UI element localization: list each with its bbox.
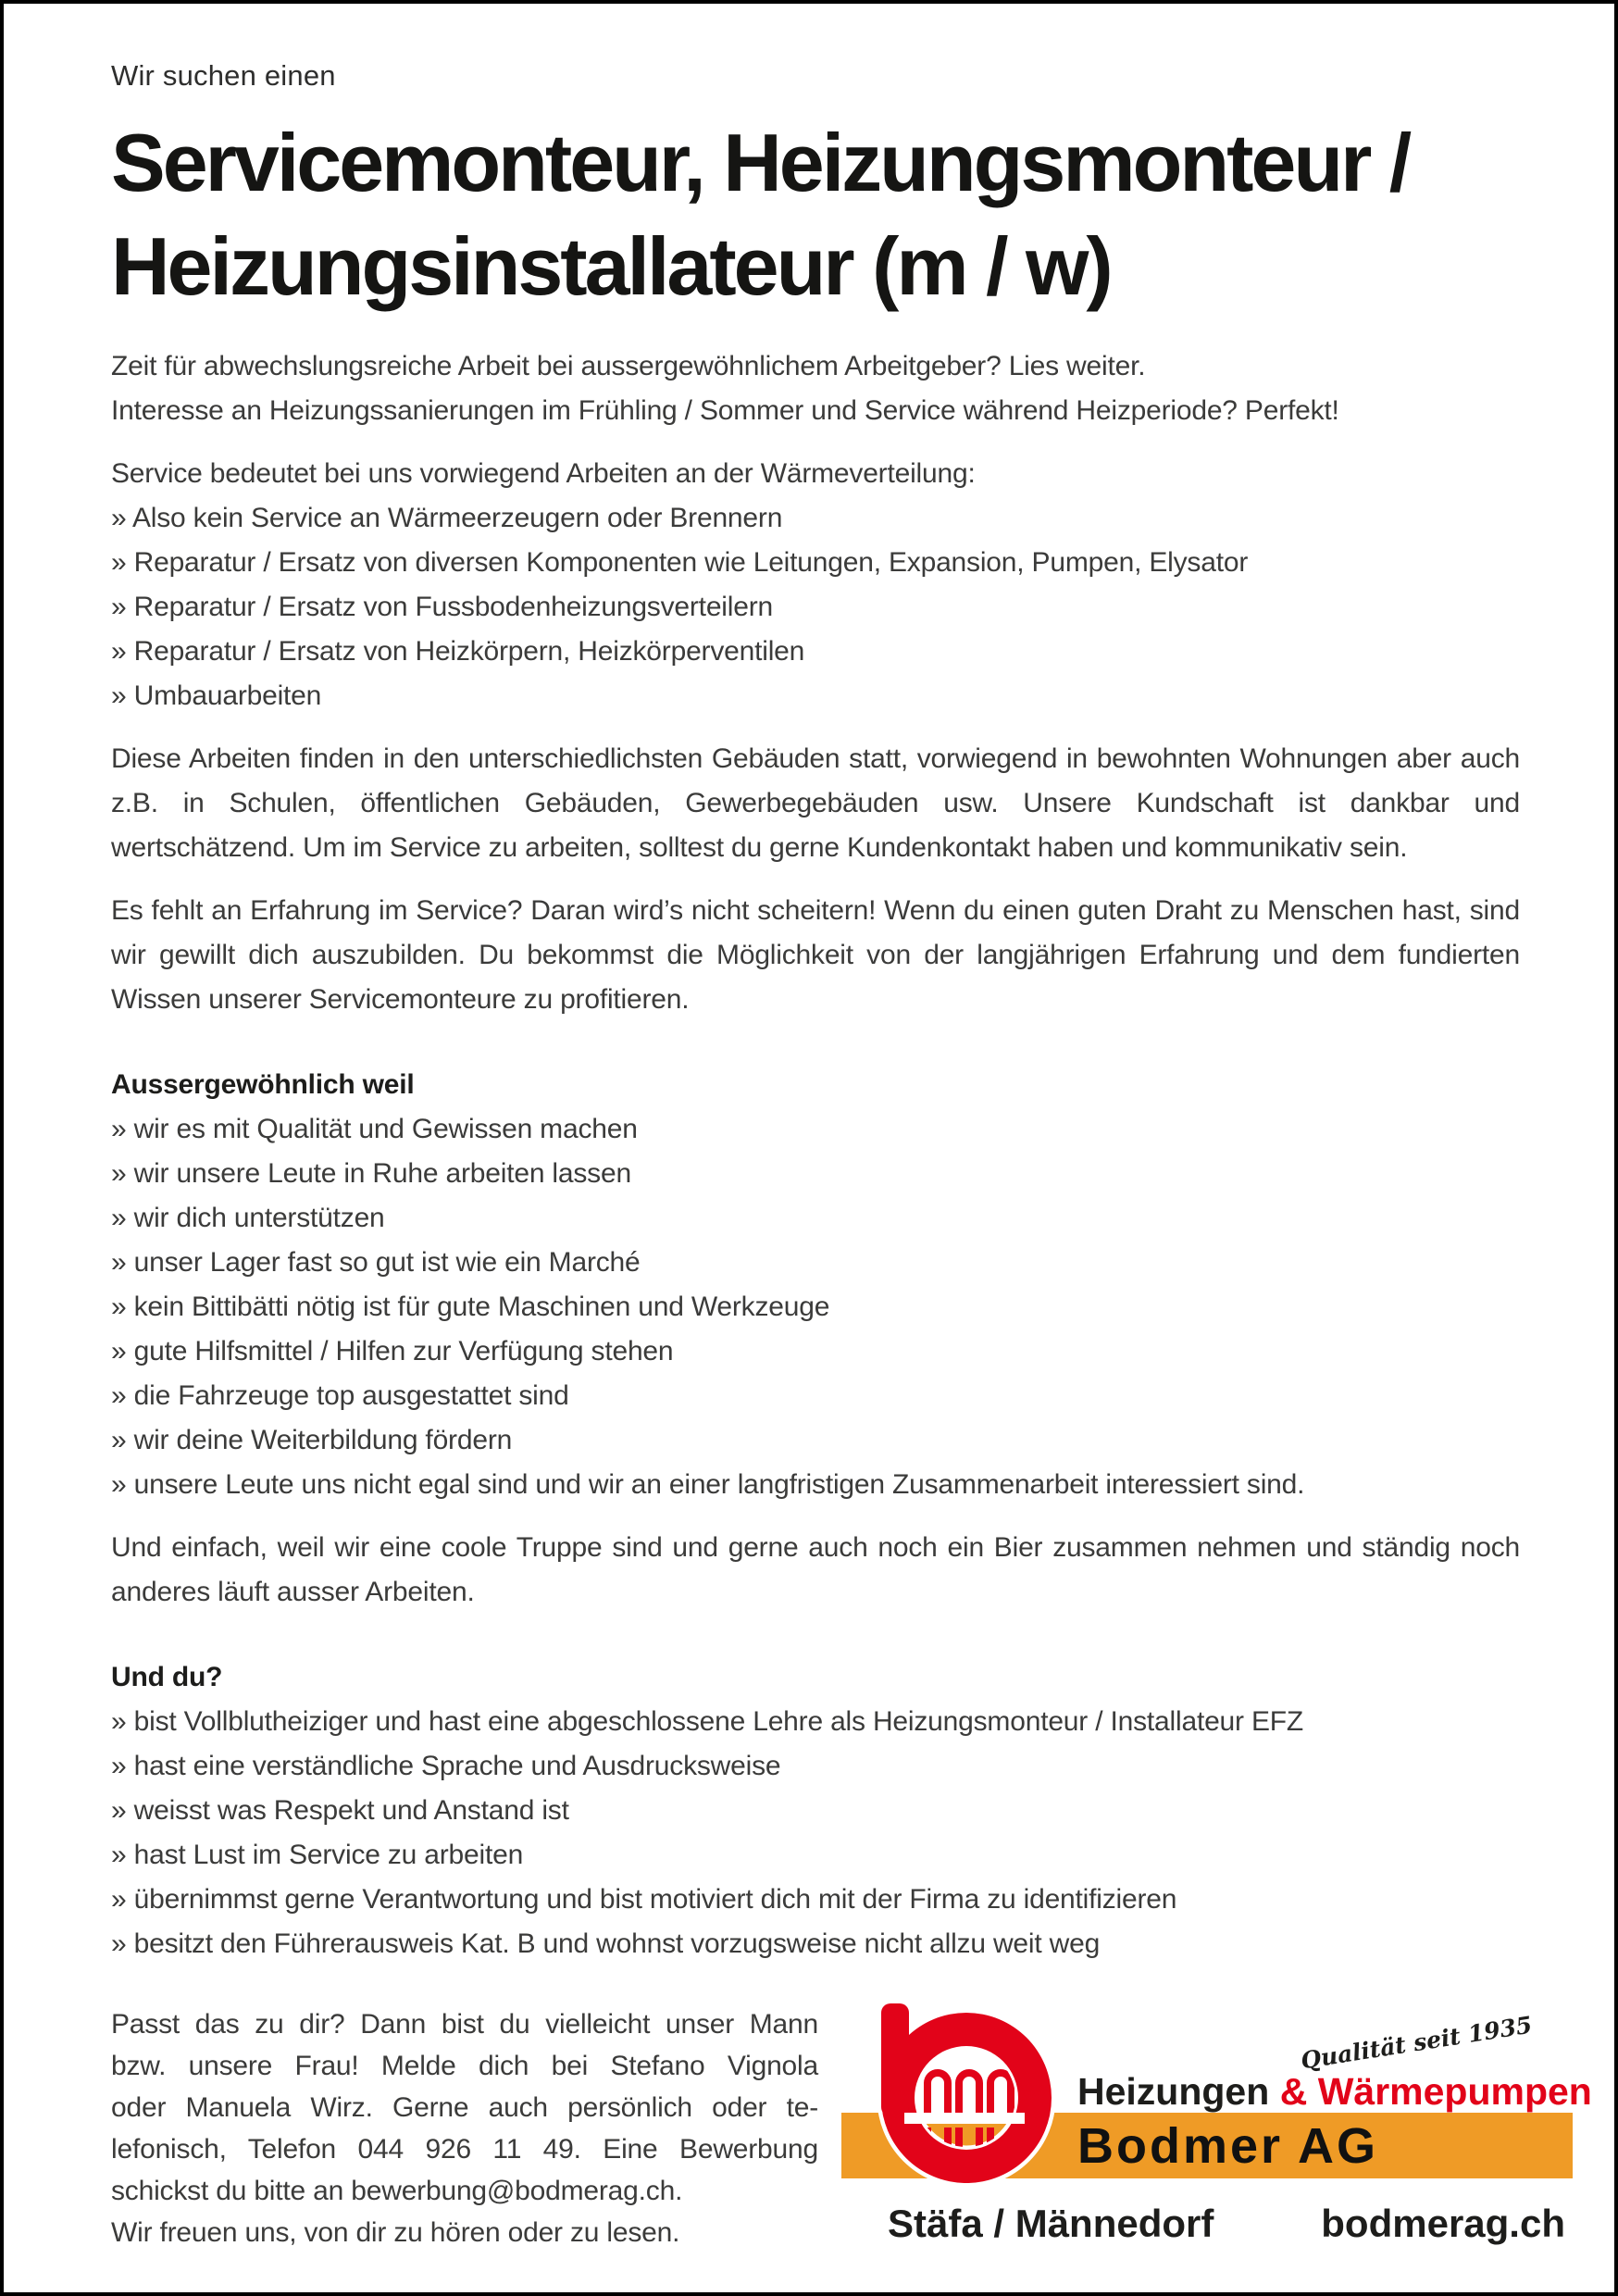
contact-line: bzw. unsere Frau! Melde dich bei Stefano Vignola xyxy=(111,2051,818,2081)
list-item: » kein Bittibätti nötig ist für gute Maschinen und Werkzeuge xyxy=(111,1292,830,1322)
contact-line: schickst du bitte an bewerbung@bodmerag.ch. xyxy=(111,2176,683,2206)
list-item: » Umbauarbeiten xyxy=(111,680,322,711)
list-item: » wir dich unterstützen xyxy=(111,1203,385,1233)
brand-bottom-row xyxy=(841,2202,1573,2257)
experience-paragraph: Es fehlt an Erfahrung im Service? Daran wird’s nicht scheitern! Wenn du einen guten Draht zu Menschen hast, sind wir gewillt dich auszubilden. Du bekommst die Möglichkeit von der langjährigen Erfahrung und dem fundierten Wissen unserer Servicemonteure zu profitieren. xyxy=(111,895,1520,1015)
list-item: » Reparatur / Ersatz von Heizkörpern, Heizkörperventilen xyxy=(111,636,805,667)
list-item: » besitzt den Führerausweis Kat. B und wohnst vorzugsweise nicht allzu weit weg xyxy=(111,1928,1101,1959)
you-heading: Und du? xyxy=(111,1662,223,1692)
service-intro: Service bedeutet bei uns vorwiegend Arbeiten an der Wärmeverteilung: xyxy=(111,458,976,489)
why-block xyxy=(111,1063,1520,1507)
job-title-line2: Heizungsinstallateur (m / w) xyxy=(111,220,1111,312)
list-item: » bist Vollblutheiziger und hast eine abgeschlossene Lehre als Heizungsmonteur / Installateur EFZ xyxy=(111,1706,1304,1737)
lead-paragraph xyxy=(111,344,1520,433)
job-title-line1: Servicemonteur, Heizungsmonteur / xyxy=(111,117,1410,208)
brand-company-name: Bodmer AG xyxy=(1077,2117,1379,2174)
kicker: Wir suchen einen xyxy=(111,59,336,92)
brand-product-black: Heizungen xyxy=(1077,2070,1280,2113)
lead-line2: Interesse an Heizungssanierungen im Frühling / Sommer und Service während Heizperiode? Perfekt! xyxy=(111,395,1339,426)
list-item: » Also kein Service an Wärmeerzeugern oder Brennern xyxy=(111,503,783,533)
brand-block xyxy=(841,1990,1592,2296)
brand-locations: Stäfa / Männedorf xyxy=(888,2202,1214,2245)
list-item: » Reparatur / Ersatz von Fussbodenheizungsverteilern xyxy=(111,592,773,622)
list-item: » wir es mit Qualität und Gewissen machen xyxy=(111,1114,638,1144)
lead-line1: Zeit für abwechslungsreiche Arbeit bei aussergewöhnlichem Arbeitgeber? Lies weiter. xyxy=(111,351,1146,381)
list-item: » die Fahrzeuge top ausgestattet sind xyxy=(111,1380,569,1411)
contact-line: lefonisch, Telefon 044 926 11 49. Eine Bewerbung xyxy=(111,2134,818,2165)
brand-website: bodmerag.ch xyxy=(1321,2202,1565,2245)
you-list xyxy=(111,1700,1520,1966)
brand-tagline: Qualität seit 1935 xyxy=(1298,2011,1534,2075)
contact-line: Wir freuen uns, von dir zu hören oder zu lesen. xyxy=(111,2217,680,2248)
contact-line: oder Manuela Wirz. Gerne auch persönlich oder te- xyxy=(111,2092,818,2123)
team-paragraph: Und einfach, weil wir eine coole Truppe sind und gerne auch noch ein Bier zusammen nehmen und ständig noch anderes läuft ausser Arbeiten. xyxy=(111,1532,1520,1607)
brand-product-red: & Wärmepumpen xyxy=(1279,2070,1592,2113)
list-item: » wir deine Weiterbildung fördern xyxy=(111,1425,513,1455)
contact-line: Passt das zu dir? Dann bist du vielleicht unser Mann xyxy=(111,2009,818,2040)
list-item: » hast eine verständliche Sprache und Ausdrucksweise xyxy=(111,1751,781,1781)
list-item: » unsere Leute uns nicht egal sind und wir an einer langfristigen Zusammenarbeit interessiert sind. xyxy=(111,1469,1305,1500)
contact-paragraph xyxy=(111,2003,818,2253)
you-block xyxy=(111,1655,1520,1966)
list-item: » gute Hilfsmittel / Hilfen zur Verfügung stehen xyxy=(111,1336,674,1366)
brand-product-line xyxy=(1077,2070,1592,2113)
footer xyxy=(4,1990,1618,2296)
buildings-paragraph: Diese Arbeiten finden in den unterschiedlichsten Gebäuden statt, vorwiegend in bewohnten Wohnungen aber auch z.B. in Schulen, öffentlichen Gebäuden, Gewerbegebäuden usw. Unsere Kundschaft ist dankbar und wertschätzend. Um im Service zu arbeiten, solltest du gerne Kundenkontakt haben und kommunikativ sein. xyxy=(111,743,1520,863)
service-list xyxy=(111,496,1520,718)
job-title xyxy=(111,111,1520,318)
list-item: » Reparatur / Ersatz von diversen Komponenten wie Leitungen, Expansion, Pumpen, Elysator xyxy=(111,547,1249,578)
list-item: » wir unsere Leute in Ruhe arbeiten lassen xyxy=(111,1158,631,1189)
list-item: » übernimmst gerne Verantwortung und bist motiviert dich mit der Firma zu identifizieren xyxy=(111,1884,1177,1915)
bodmer-b-radiator-logo-icon xyxy=(877,1998,1058,2183)
list-item: » hast Lust im Service zu arbeiten xyxy=(111,1840,524,1870)
service-block xyxy=(111,452,1520,718)
list-item: » weisst was Respekt und Anstand ist xyxy=(111,1795,569,1826)
list-item: » unser Lager fast so gut ist wie ein Marché xyxy=(111,1247,641,1278)
why-heading: Aussergewöhnlich weil xyxy=(111,1069,415,1100)
why-list xyxy=(111,1107,1520,1507)
main-content xyxy=(4,4,1614,1966)
